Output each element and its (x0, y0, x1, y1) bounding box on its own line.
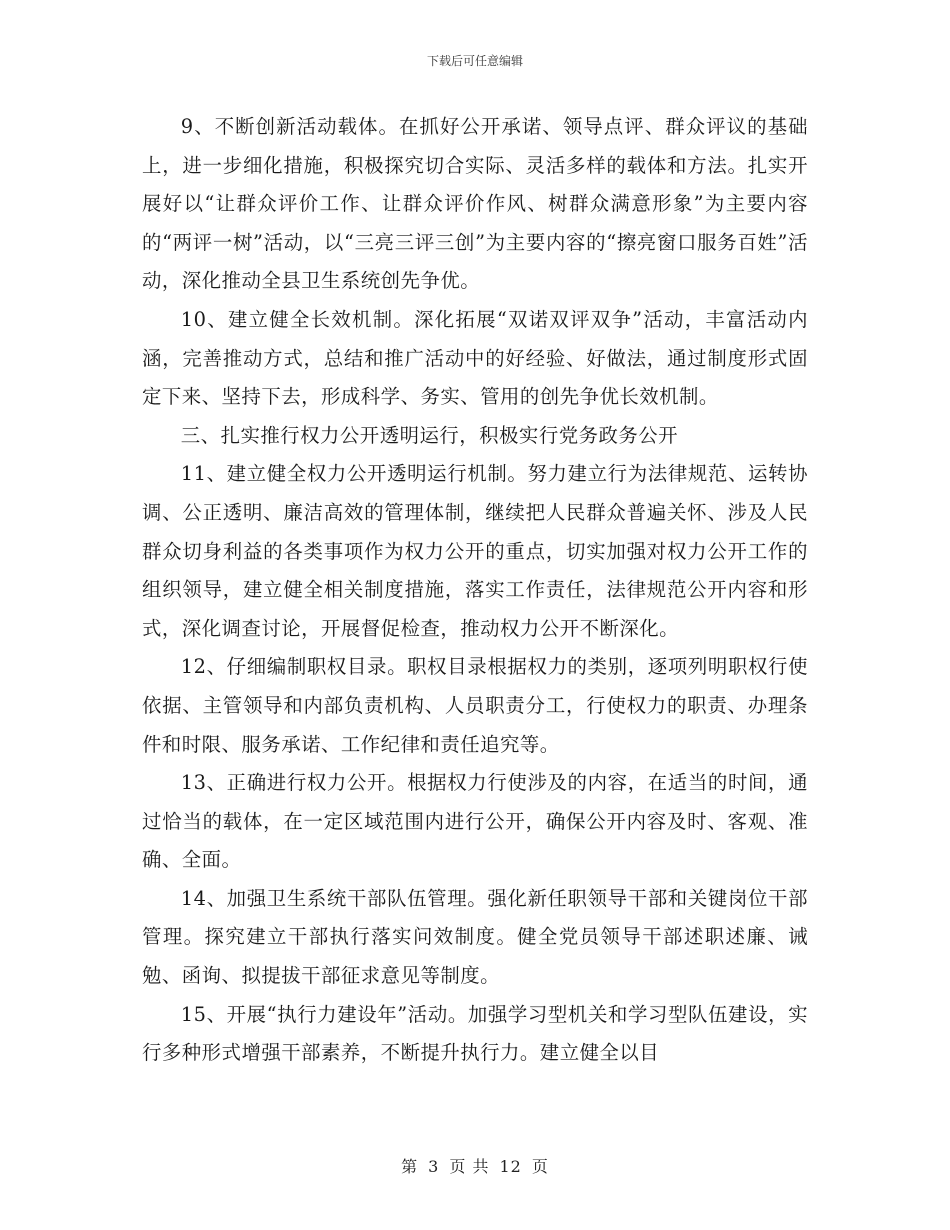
paragraph-9: 9、不断创新活动载体。在抓好公开承诺、领导点评、群众评议的基础上，进一步细化措施，积极探究切合实际、灵活多样的载体和方法。扎实开展好以“让群众评价工作、让群众评价作风、树群众满意形象”为主要内容的“两评一树”活动，以“三亮三评三创”为主要内容的“擦亮窗口服务百姓”活动，深化推动全县卫生系统创先争优。 (142, 115, 808, 293)
paragraph-11: 11、建立健全权力公开透明运行机制。努力建立行为法律规范、运转协调、公正透明、廉洁高效的管理体制，继续把人民群众普遍关怀、涉及人民群众切身利益的各类事项作为权力公开的重点，切实加强对权力公开工作的组织领导，建立健全相关制度措施，落实工作责任，法律规范公开内容和形式，深化调查讨论，开展督促检查，推动权力公开不断深化。 (142, 462, 808, 640)
footer-middle: 页 共 (449, 1157, 490, 1176)
paragraph-12: 12、仔细编制职权目录。职权目录根据权力的类别，逐项列明职权行使依据、主管领导和内部负责机构、人员职责分工，行使权力的职责、办理条件和时限、服务承诺、工作纪律和责任追究等。 (142, 655, 808, 756)
footer-suffix: 页 (531, 1157, 549, 1176)
paragraph-10: 10、建立健全长效机制。深化拓展“双诺双评双争”活动，丰富活动内涵，完善推动方式，总结和推广活动中的好经验、好做法，通过制度形式固定下来、坚持下去，形成科学、务实、管用的创先争优长效机制。 (142, 307, 808, 409)
document-body (142, 108, 808, 1073)
paragraph-14: 14、加强卫生系统干部队伍管理。强化新任职领导干部和关键岗位干部管理。探究建立干部执行落实问效制度。健全党员领导干部述职述廉、诫勉、函询、拟提拔干部征求意见等制度。 (142, 886, 808, 988)
page-header: 下载后可任意编辑 (426, 54, 523, 68)
paragraph-13: 13、正确进行权力公开。根据权力行使涉及的内容，在适当的时间，通过恰当的载体，在一定区域范围内进行公开，确保公开内容及时、客观、准确、全面。 (142, 771, 808, 872)
total-page-number: 12 (499, 1157, 522, 1176)
footer-prefix: 第 (401, 1157, 419, 1176)
section-heading-3: 三、扎实推行权力公开透明运行，积极实行党务政务公开 (180, 423, 679, 447)
paragraph-15: 15、开展“执行力建设年”活动。加强学习型机关和学习型队伍建设，实行多种形式增强干部素养，不断提升执行力。建立健全以目 (142, 1002, 808, 1065)
current-page-number: 3 (428, 1157, 440, 1176)
page-footer (0, 1154, 950, 1177)
